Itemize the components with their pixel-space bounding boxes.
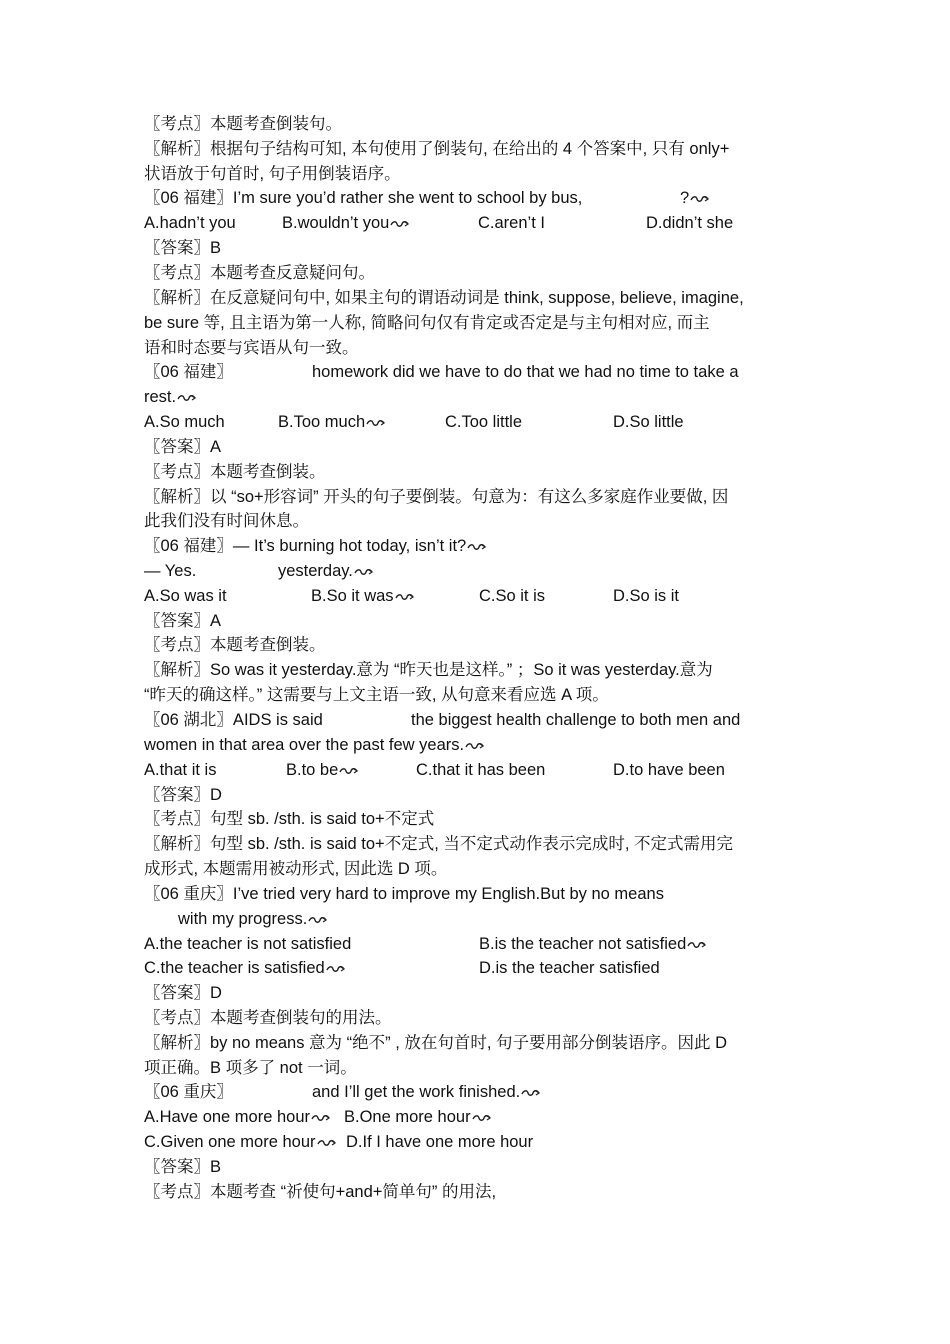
line-text: the biggest health challenge to both men and [411, 711, 741, 729]
line-text: 〖考点〗本题考查倒装句的用法。 [144, 1009, 392, 1027]
line-text: 〖06 福建〗I’m sure you’d rather she went to school by bus, [144, 189, 583, 207]
line-text: 状语放于句首时, 句子用倒装语序。 [144, 165, 401, 183]
text-line [144, 1056, 357, 1080]
return-mark-icon [395, 592, 415, 602]
text-line [144, 1130, 337, 1154]
text-line [286, 758, 359, 782]
line-text: B.So it was [311, 587, 394, 605]
line-text: “昨天的确这样。” 这需要与上文主语一致, 从句意来看应选 A 项。 [144, 686, 609, 704]
line-text: B.One more hour [344, 1108, 471, 1126]
text-line [445, 410, 522, 434]
line-text: D.to have been [613, 761, 725, 779]
line-text: B.Too much [278, 413, 366, 431]
line-text: 〖考点〗本题考查倒装。 [144, 463, 326, 481]
text-line [144, 609, 221, 633]
text-line [144, 1080, 233, 1104]
text-line [144, 311, 710, 335]
text-line [144, 932, 351, 956]
text-line [346, 1130, 533, 1154]
line-text: 〖06 重庆〗I’ve tried very hard to improve my English.But by no means [144, 885, 664, 903]
text-line [144, 658, 713, 682]
text-line [144, 1006, 392, 1030]
return-mark-icon [472, 1113, 492, 1123]
text-line [144, 186, 582, 210]
text-line [144, 1031, 727, 1055]
text-line [312, 360, 739, 384]
text-line [144, 733, 485, 757]
text-line [479, 956, 660, 980]
text-line [278, 410, 386, 434]
line-text: C.aren’t I [478, 214, 545, 232]
text-line [144, 807, 434, 831]
line-text: 〖解析〗So was it yesterday.意为 “昨天也是这样。” ；So it was yesterday.意为 [144, 661, 713, 679]
line-text: D.If I have one more hour [346, 1133, 534, 1151]
return-mark-icon [311, 1113, 331, 1123]
line-text: B.is the teacher not satisfied [479, 935, 687, 953]
line-text: 〖考点〗本题考查倒装句。 [144, 115, 342, 133]
line-text: 成形式, 本题需用被动形式, 因此选 D 项。 [144, 860, 448, 878]
text-line [144, 137, 729, 161]
line-text: ? [680, 189, 690, 207]
line-text: with my progress. [178, 910, 308, 928]
line-text: D.So little [613, 413, 684, 431]
return-mark-icon [521, 1088, 541, 1098]
line-text: D.didn’t she [646, 214, 734, 232]
line-text: 〖06 福建〗 [144, 363, 233, 381]
line-text: 〖解析〗以 “so+形容词” 开头的句子要倒装。句意为：有这么多家庭作业要做, 因 [144, 488, 729, 506]
return-mark-icon [354, 567, 374, 577]
text-line [144, 1180, 496, 1204]
text-line [178, 907, 328, 931]
line-text: and I’ll get the work finished. [312, 1083, 521, 1101]
text-line [144, 112, 342, 136]
line-text: C.So it is [479, 587, 546, 605]
text-line [144, 758, 216, 782]
line-text: 〖解析〗在反意疑问句中, 如果主句的谓语动词是 think, suppose, believe, imagine, [144, 289, 744, 307]
text-line [144, 534, 487, 558]
line-text: D.is the teacher satisfied [479, 959, 660, 977]
line-text: A.that it is [144, 761, 217, 779]
line-text: A.hadn’t you [144, 214, 236, 232]
text-line [144, 261, 375, 285]
text-line [144, 633, 326, 657]
text-line [344, 1105, 492, 1129]
line-text: 〖答案〗B [144, 239, 222, 257]
line-text: 〖解析〗句型 sb. /sth. is said to+不定式, 当不定式动作表示完成时, 不定式需用完 [144, 835, 734, 853]
text-line [144, 360, 233, 384]
text-line [144, 956, 346, 980]
line-text: 〖解析〗by no means 意为 “绝不” , 放在句首时, 句子要用部分倒装语序。因此 D [144, 1034, 728, 1052]
text-line [478, 211, 545, 235]
text-line [144, 485, 728, 509]
text-line [144, 336, 359, 360]
line-text: 项正确。B 项多了 not 一词。 [144, 1059, 357, 1077]
text-line [282, 211, 410, 235]
line-text: 〖06 重庆〗 [144, 1083, 233, 1101]
line-text: C.Too little [445, 413, 523, 431]
text-line [479, 932, 707, 956]
text-line [144, 559, 196, 583]
text-line [613, 758, 725, 782]
text-line [144, 211, 236, 235]
line-text: 〖答案〗D [144, 984, 222, 1002]
text-line [144, 385, 197, 409]
text-line [646, 211, 733, 235]
line-text: 〖答案〗A [144, 612, 222, 630]
text-line [613, 584, 679, 608]
line-text: A.So much [144, 413, 225, 431]
text-line [144, 509, 309, 533]
text-line [144, 236, 221, 260]
return-mark-icon [317, 1138, 337, 1148]
line-text: A.So was it [144, 587, 227, 605]
line-text: 〖06 湖北〗AIDS is said [144, 711, 323, 729]
text-line [144, 857, 447, 881]
return-mark-icon [366, 418, 386, 428]
return-mark-icon [465, 741, 485, 751]
text-line [411, 708, 740, 732]
return-mark-icon [326, 964, 346, 974]
return-mark-icon [690, 194, 710, 204]
line-text: 〖考点〗本题考查倒装。 [144, 636, 326, 654]
text-line [144, 882, 664, 906]
text-line [416, 758, 545, 782]
line-text: 〖06 福建〗— It’s burning hot today, isn’t it? [144, 537, 467, 555]
line-text: 〖答案〗B [144, 1158, 222, 1176]
line-text: C.that it has been [416, 761, 546, 779]
text-line [311, 584, 415, 608]
return-mark-icon [687, 940, 707, 950]
line-text: 〖考点〗本题考查反意疑问句。 [144, 264, 375, 282]
text-line [144, 410, 225, 434]
line-text: 〖答案〗D [144, 786, 222, 804]
text-line [278, 559, 374, 583]
line-text: C.Given one more hour [144, 1133, 316, 1151]
text-line [144, 1155, 221, 1179]
line-text: 〖考点〗本题考查 “祈使句+and+简单句” 的用法, [144, 1183, 497, 1201]
line-text: homework did we have to do that we had no time to take a [312, 363, 739, 381]
line-text: C.the teacher is satisfied [144, 959, 325, 977]
line-text: 〖考点〗句型 sb. /sth. is said to+不定式 [144, 810, 435, 828]
text-line [144, 832, 733, 856]
text-line [144, 708, 323, 732]
line-text: B.wouldn’t you [282, 214, 390, 232]
text-line [144, 286, 744, 310]
text-line [144, 1105, 331, 1129]
text-line [680, 186, 710, 210]
line-text: be sure 等, 且主语为第一人称, 简略问句仅有肯定或否定是与主句相对应, 而主 [144, 314, 710, 332]
text-line [144, 162, 401, 186]
text-line [144, 981, 222, 1005]
line-text: 此我们没有时间休息。 [144, 512, 309, 530]
return-mark-icon [339, 766, 359, 776]
line-text: D.So is it [613, 587, 680, 605]
line-text: A.Have one more hour [144, 1108, 311, 1126]
line-text: women in that area over the past few years. [144, 736, 465, 754]
text-line [613, 410, 684, 434]
return-mark-icon [390, 219, 410, 229]
text-line [144, 584, 227, 608]
line-text: B.to be [286, 761, 339, 779]
text-line [144, 435, 221, 459]
text-line [144, 460, 326, 484]
return-mark-icon [177, 393, 197, 403]
return-mark-icon [467, 542, 487, 552]
text-line [144, 683, 609, 707]
line-text: A.the teacher is not satisfied [144, 935, 352, 953]
line-text: rest. [144, 388, 177, 406]
text-line [479, 584, 545, 608]
text-line [312, 1080, 541, 1104]
line-text: 〖答案〗A [144, 438, 222, 456]
line-text: 语和时态要与宾语从句一致。 [144, 339, 359, 357]
line-text: yesterday. [278, 562, 353, 580]
text-line [144, 783, 222, 807]
line-text: 〖解析〗根据句子结构可知, 本句使用了倒装句, 在给出的 4 个答案中, 只有 only+ [144, 140, 730, 158]
return-mark-icon [308, 915, 328, 925]
line-text: — Yes. [144, 562, 197, 580]
